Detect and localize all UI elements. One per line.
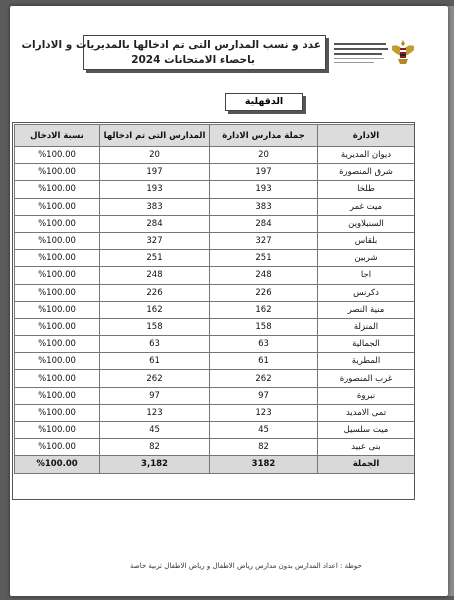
admin-name-cell: نبروة [318, 387, 415, 404]
percent-cell: %100.00 [15, 250, 100, 267]
admin-name-cell: اجا [318, 267, 415, 284]
admin-name-cell: شربين [318, 250, 415, 267]
percent-cell: %100.00 [15, 370, 100, 387]
total-cell: 61 [210, 353, 318, 370]
admin-name-cell: السنبلاوين [318, 215, 415, 232]
header-total-schools: جملة مدارس الادارة [210, 125, 318, 147]
header-admin: الادارة [318, 125, 415, 147]
entered-cell: 123 [100, 404, 210, 421]
table-row [15, 198, 415, 215]
entered-cell: 82 [100, 439, 210, 456]
total-cell: 284 [210, 215, 318, 232]
table-row [15, 164, 415, 181]
table-row [15, 250, 415, 267]
percent-cell: %100.00 [15, 198, 100, 215]
entered-cell: 162 [100, 301, 210, 318]
total-cell: 45 [210, 422, 318, 439]
report-title-line2: باحصاء الامتحانات 2024 [131, 54, 255, 66]
table-row [15, 336, 415, 353]
percent-cell: %100.00 [15, 404, 100, 421]
total-cell: 193 [210, 181, 318, 198]
entered-cell: 248 [100, 267, 210, 284]
admin-name-cell: المطرية [318, 353, 415, 370]
entered-cell: 97 [100, 387, 210, 404]
table-row [15, 284, 415, 301]
table-row [15, 301, 415, 318]
table-row [15, 353, 415, 370]
governorate-label: الدقهلية [225, 93, 303, 111]
percent-cell: %100.00 [15, 353, 100, 370]
page-edge-shadow [448, 6, 454, 596]
table-total-row [15, 456, 415, 473]
admin-name-cell: بنى عبيد [318, 439, 415, 456]
total-cell: 20 [210, 147, 318, 164]
logo-text-lines [332, 41, 390, 67]
total-cell: 383 [210, 198, 318, 215]
percent-cell: %100.00 [15, 301, 100, 318]
report-title [21, 35, 326, 70]
table-row [15, 404, 415, 421]
admin-name-cell: المنزلة [318, 318, 415, 335]
entered-cell: 158 [100, 318, 210, 335]
percent-cell: %100.00 [15, 456, 100, 473]
entered-cell: 383 [100, 198, 210, 215]
table-body [15, 147, 415, 474]
total-cell: 3182 [210, 456, 318, 473]
entered-cell: 327 [100, 232, 210, 249]
table-row [15, 181, 415, 198]
schools-table [14, 124, 415, 474]
admin-name-cell: غرب المنصورة [318, 370, 415, 387]
total-cell: 248 [210, 267, 318, 284]
total-cell: 162 [210, 301, 318, 318]
admin-name-cell: بلقاس [318, 232, 415, 249]
admin-name-cell: الجمالية [318, 336, 415, 353]
table-row [15, 232, 415, 249]
entered-cell: 197 [100, 164, 210, 181]
admin-name-cell: منية النصر [318, 301, 415, 318]
table-row [15, 422, 415, 439]
entered-cell: 284 [100, 215, 210, 232]
total-cell: 123 [210, 404, 318, 421]
total-cell: 226 [210, 284, 318, 301]
total-cell: 262 [210, 370, 318, 387]
percent-cell: %100.00 [15, 336, 100, 353]
footnote: حوظة : اعداد المدارس بدون مدارس رياض الاطفال و رياض الاطفال تربية خاصة [130, 562, 362, 570]
entered-cell: 3,182 [100, 456, 210, 473]
entered-cell: 20 [100, 147, 210, 164]
total-cell: 197 [210, 164, 318, 181]
admin-name-cell: طلخا [318, 181, 415, 198]
entered-cell: 226 [100, 284, 210, 301]
entered-cell: 45 [100, 422, 210, 439]
entered-cell: 262 [100, 370, 210, 387]
admin-name-cell: شرق المنصورة [318, 164, 415, 181]
table-header-row [15, 125, 415, 147]
entered-cell: 251 [100, 250, 210, 267]
total-cell: 82 [210, 439, 318, 456]
percent-cell: %100.00 [15, 284, 100, 301]
table-row [15, 370, 415, 387]
table-row [15, 387, 415, 404]
total-cell: 97 [210, 387, 318, 404]
total-cell: 158 [210, 318, 318, 335]
percent-cell: %100.00 [15, 181, 100, 198]
percent-cell: %100.00 [15, 439, 100, 456]
percent-cell: %100.00 [15, 318, 100, 335]
report-title-line1: عدد و نسب المدارس التى تم ادخالها بالمديريات و الادارات [21, 39, 321, 51]
header-percent: نسبة الادخال [15, 125, 100, 147]
table-row [15, 267, 415, 284]
percent-cell: %100.00 [15, 232, 100, 249]
percent-cell: %100.00 [15, 267, 100, 284]
admin-name-cell: دكرنس [318, 284, 415, 301]
admin-name-cell: الجملة [318, 456, 415, 473]
entered-cell: 193 [100, 181, 210, 198]
entered-cell: 63 [100, 336, 210, 353]
entered-cell: 61 [100, 353, 210, 370]
admin-name-cell: تمى الامديد [318, 404, 415, 421]
header-entered: المدارس التى تم ادخالها [100, 125, 210, 147]
admin-name-cell: ميت غمر [318, 198, 415, 215]
table-row [15, 439, 415, 456]
table-row [15, 147, 415, 164]
ministry-logo [332, 38, 424, 68]
percent-cell: %100.00 [15, 147, 100, 164]
percent-cell: %100.00 [15, 387, 100, 404]
table-row [15, 215, 415, 232]
total-cell: 327 [210, 232, 318, 249]
admin-name-cell: ميت سلسيل [318, 422, 415, 439]
admin-name-cell: ديوان المديرية [318, 147, 415, 164]
percent-cell: %100.00 [15, 164, 100, 181]
table-row [15, 318, 415, 335]
percent-cell: %100.00 [15, 422, 100, 439]
percent-cell: %100.00 [15, 215, 100, 232]
total-cell: 251 [210, 250, 318, 267]
egypt-eagle-icon [390, 38, 416, 68]
total-cell: 63 [210, 336, 318, 353]
